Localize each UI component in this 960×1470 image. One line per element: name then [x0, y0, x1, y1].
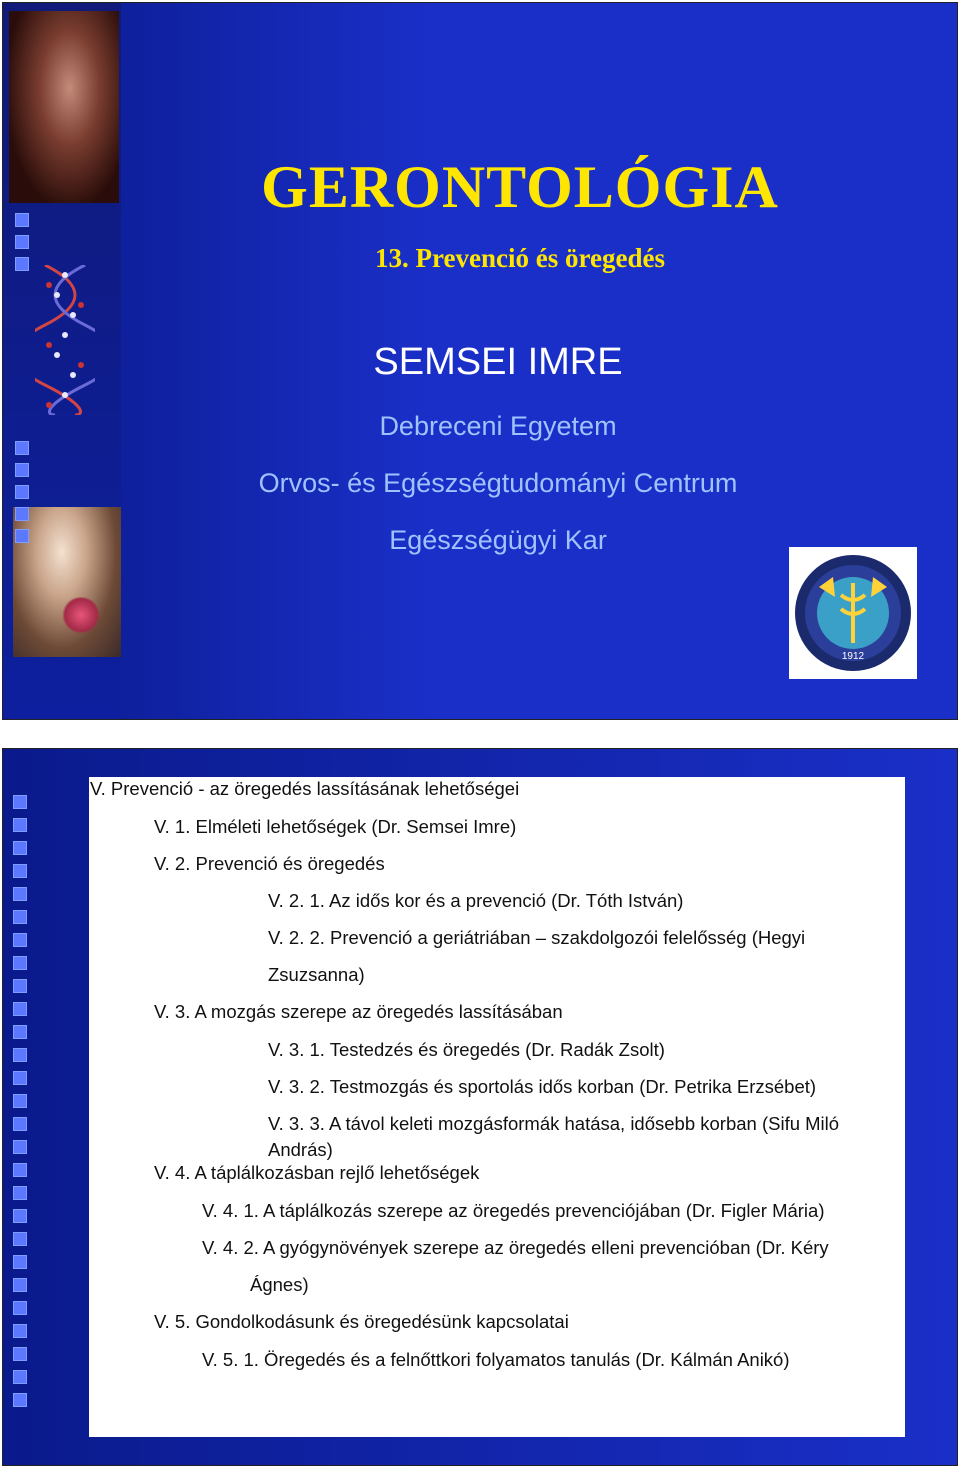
toc-item: V. 4. 1. A táplálkozás szerepe az öregedés prevenciójában (Dr. Figler Mária) — [202, 1200, 825, 1221]
svg-text:1912: 1912 — [841, 651, 865, 662]
toc-item: V. 4. 2. A gyógynövények szerepe az öregedés elleni prevencióban (Dr. Kéry — [202, 1237, 829, 1258]
decorative-squares — [15, 213, 31, 551]
institution-line-1: Debreceni Egyetem — [379, 411, 617, 441]
toc-item: V. Prevenció - az öregedés lassításának lehetőségei — [90, 778, 520, 799]
toc-item: V. 3. 1. Testedzés és öregedés (Dr. Radák Zsolt) — [268, 1039, 665, 1060]
toc-item: V. 3. A mozgás szerepe az öregedés lassításában — [154, 1001, 563, 1022]
university-seal-logo — [789, 547, 917, 679]
toc-item: V. 1. Elméleti lehetőségek (Dr. Semsei Imre) — [154, 816, 517, 837]
toc-item: V. 3. 2. Testmozgás és sportolás idős korban (Dr. Petrika Erzsébet) — [268, 1076, 817, 1097]
contents-panel — [89, 777, 905, 1437]
toc-item: V. 2. 1. Az idős kor és a prevenció (Dr. Tóth István) — [268, 890, 684, 911]
toc-item: V. 4. A táplálkozásban rejlő lehetőségek — [154, 1162, 480, 1183]
toc-item: V. 5. 1. Öregedés és a felnőttkori folyamatos tanulás (Dr. Kálmán Anikó) — [202, 1349, 790, 1370]
toc-item: V. 5. Gondolkodásunk és öregedésünk kapcsolatai — [154, 1311, 569, 1332]
institution-line-3: Egészségügyi Kar — [389, 525, 607, 555]
seal-icon — [789, 547, 917, 679]
subtitle: 13. Prevenció és öregedés — [375, 243, 665, 273]
toc-item: András) — [268, 1139, 333, 1160]
fetus-photo — [9, 11, 119, 203]
title-slide — [2, 2, 958, 720]
toc-item: V. 2. Prevenció és öregedés — [154, 853, 385, 874]
dna-helix-image — [35, 265, 95, 415]
main-title: GERONTOLÓGIA — [261, 154, 779, 220]
toc-item: Ágnes) — [250, 1274, 309, 1295]
toc-item: V. 3. 3. A távol keleti mozgásformák hatása, idősebb korban (Sifu Miló — [268, 1113, 840, 1134]
slide-sidebar — [3, 3, 121, 719]
toc-item: Zsuzsanna) — [268, 964, 365, 985]
decorative-squares-2 — [13, 795, 29, 1416]
author-name: SEMSEI IMRE — [373, 341, 623, 383]
toc-item: V. 2. 2. Prevenció a geriátriában – szakdolgozói felelősség (Hegyi — [268, 927, 806, 948]
institution-line-2: Orvos- és Egészségtudományi Centrum — [258, 468, 738, 498]
